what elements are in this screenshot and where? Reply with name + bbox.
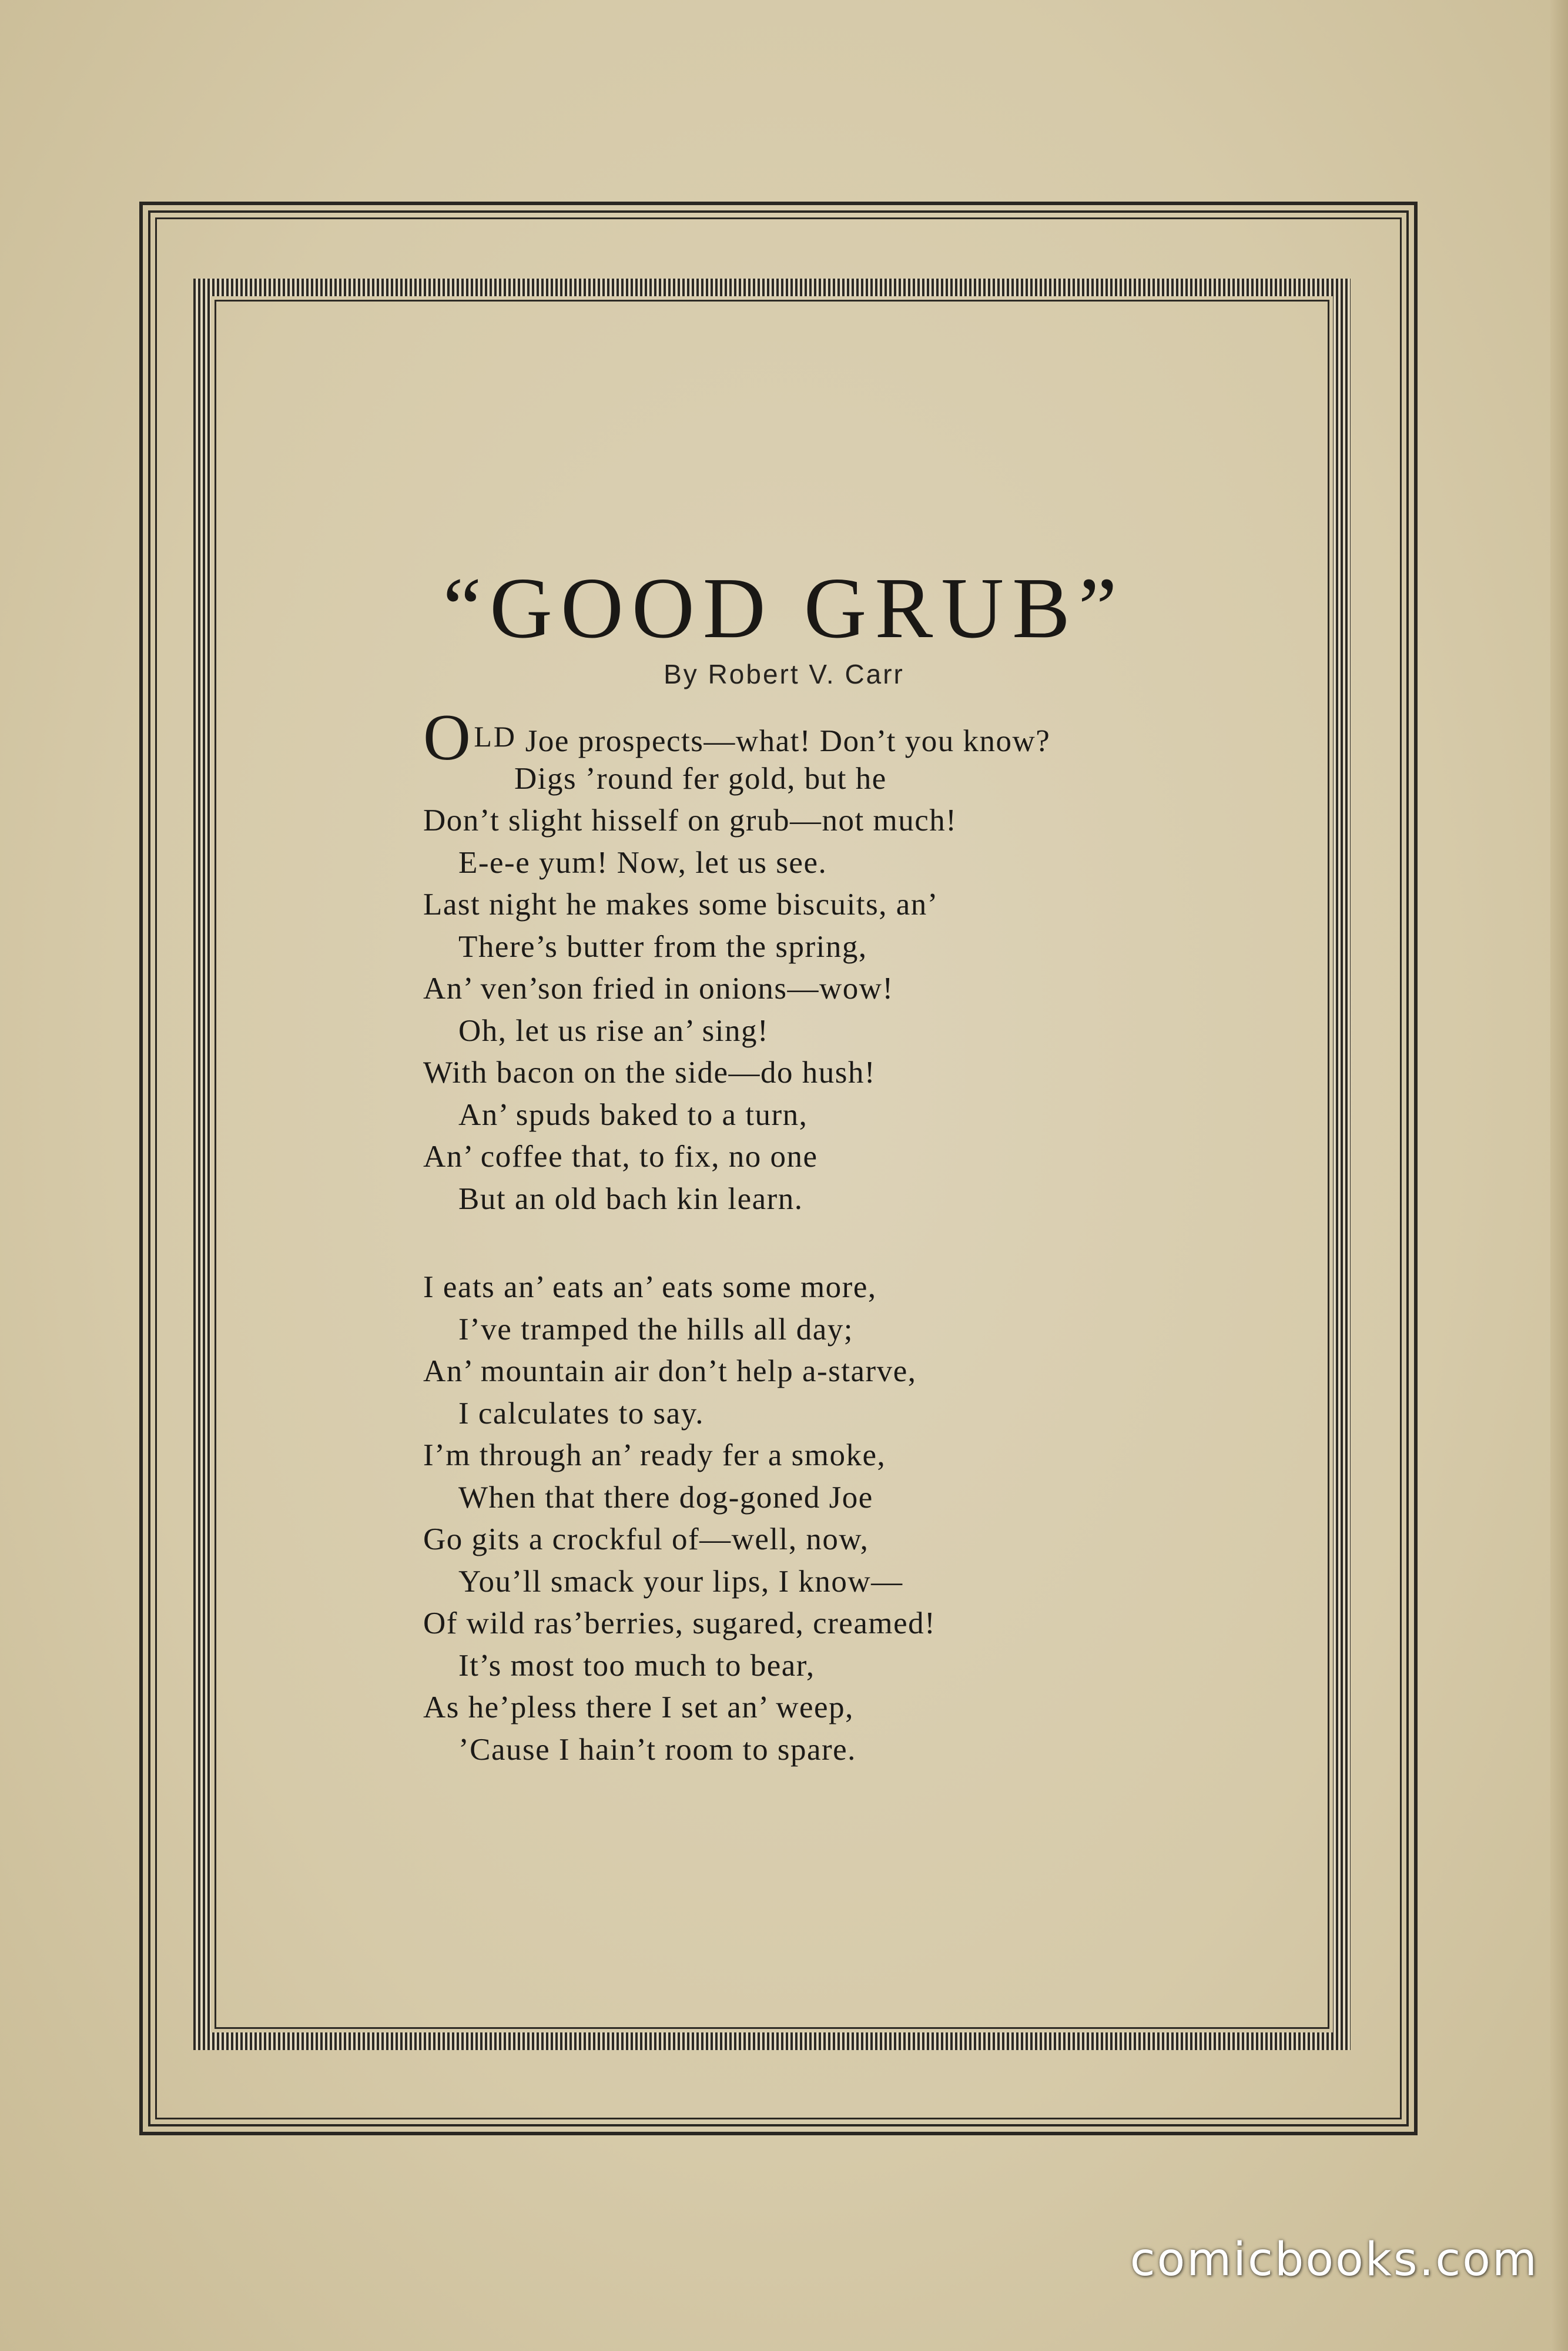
poem-line: As he’pless there I set an’ weep, (423, 1690, 854, 1724)
site-watermark: comicbooks.com (1130, 2233, 1539, 2286)
poem-line: Digs ’round fer gold, but he (514, 761, 887, 796)
poem-line: With bacon on the side—do hush! (423, 1056, 876, 1090)
poem-line: ’Cause I hain’t room to spare. (458, 1732, 856, 1767)
first-line-text: Joe prospects—what! Don’t you know? (517, 724, 1051, 758)
poem-line: An’ mountain air don’t help a-starve, (423, 1354, 917, 1388)
poem-line: E-e-e yum! Now, let us see. (458, 845, 827, 880)
stanza-break (423, 1220, 1234, 1267)
poem-line: An’ spuds baked to a turn, (458, 1097, 808, 1132)
poem-line: When that there dog-goned Joe (458, 1480, 873, 1515)
poem-line: Oh, let us rise an’ sing! (458, 1013, 769, 1048)
poem-line: Go gits a crockful of—well, now, (423, 1522, 869, 1556)
page-edge (1550, 0, 1568, 2351)
small-caps: LD (474, 720, 517, 753)
poem-first-line (423, 701, 1234, 774)
poem-line: Don’t slight hisself on grub—not much! (423, 803, 957, 838)
poem-line: I’ve tramped the hills all day; (458, 1312, 853, 1347)
poem-title: “GOOD GRUB” (443, 560, 1125, 657)
poem-byline: By Robert V. Carr (664, 659, 904, 689)
poem-line: There’s butter from the spring, (458, 929, 867, 964)
drop-cap: O (423, 701, 472, 774)
poem-line: Of wild ras’berries, sugared, creamed! (423, 1606, 936, 1640)
poem-line: I eats an’ eats an’ eats some more, (423, 1270, 877, 1304)
poem-line: An’ coffee that, to fix, no one (423, 1140, 818, 1174)
poem-line: Last night he makes some biscuits, an’ (423, 888, 939, 922)
poem-line: But an old bach kin learn. (458, 1181, 803, 1216)
poem-line: An’ ven’son fried in onions—wow! (423, 972, 894, 1006)
poem-line: You’ll smack your lips, I know— (458, 1564, 903, 1599)
poem-line: I’m through an’ ready fer a smoke, (423, 1438, 886, 1472)
poem-line: I calculates to say. (458, 1396, 705, 1431)
poem-line: It’s most too much to bear, (458, 1648, 815, 1683)
poem-body (423, 701, 1234, 1771)
